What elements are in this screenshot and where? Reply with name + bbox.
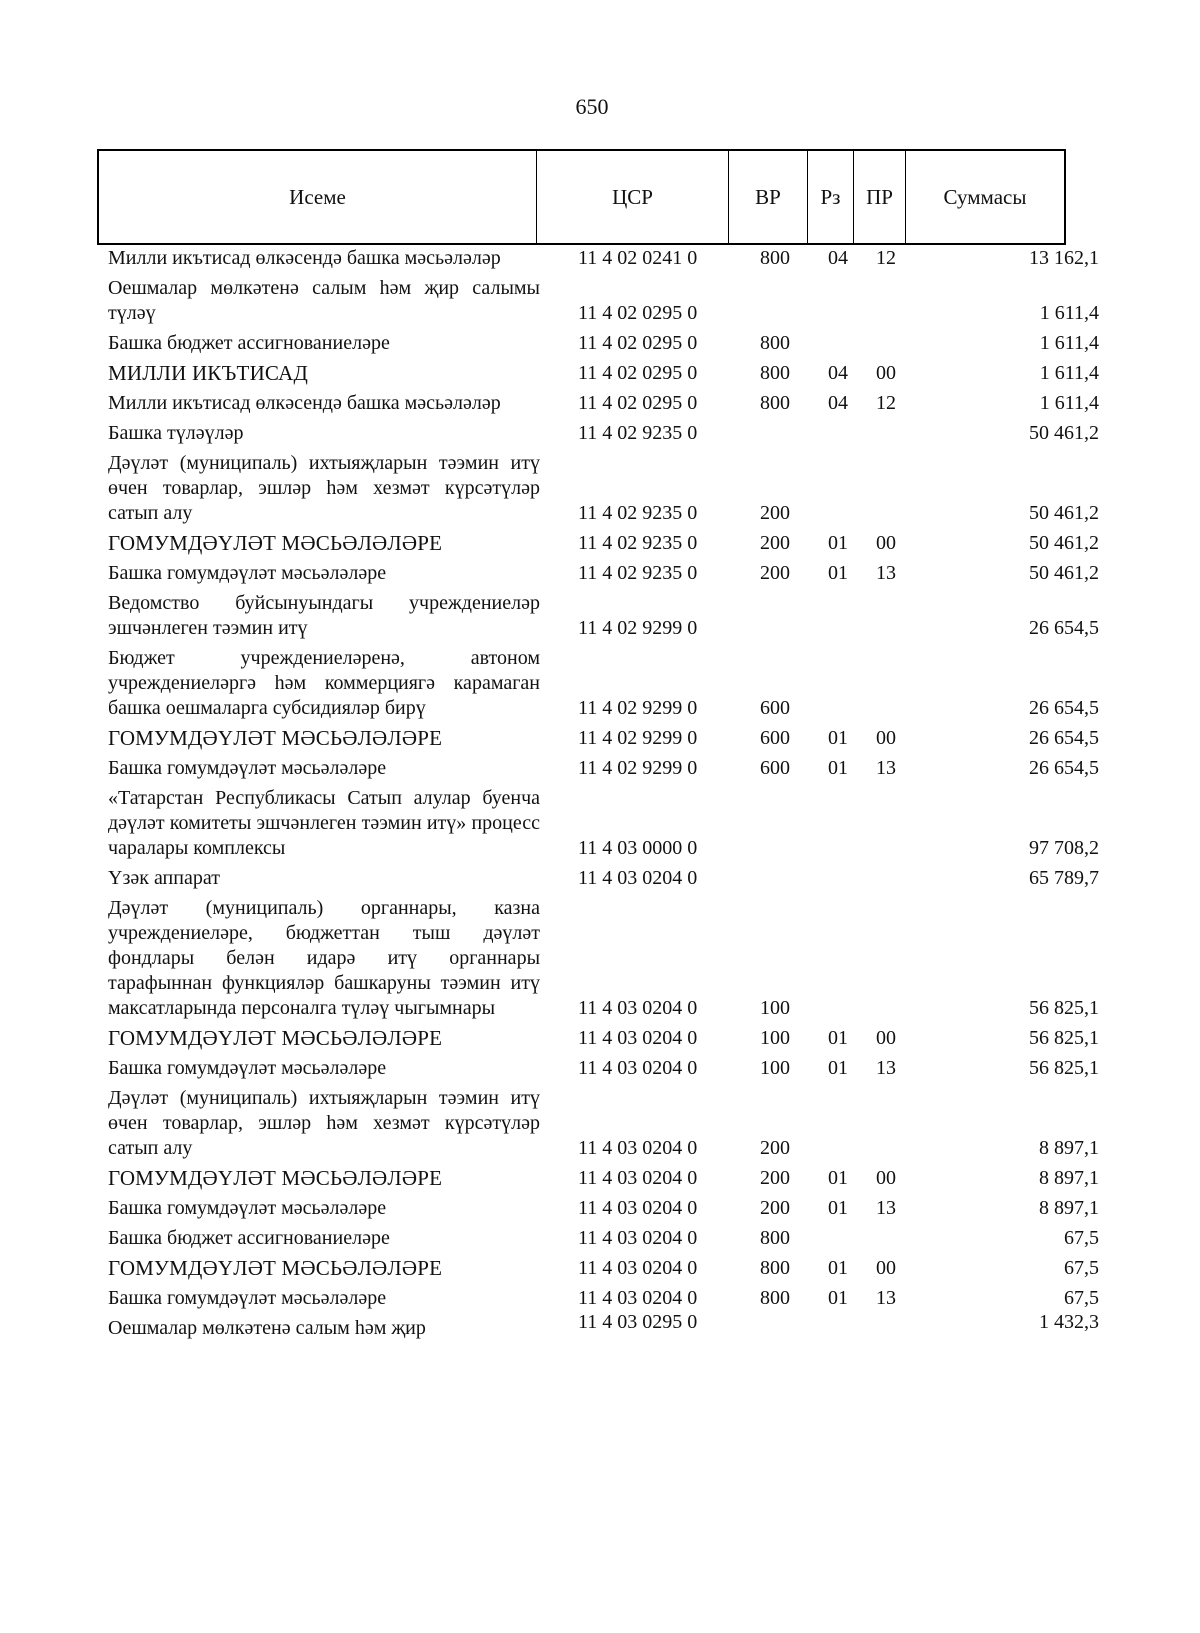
column-header-vr: ВР (729, 151, 808, 243)
table-row (0, 1086, 1200, 1161)
row-csr: 11 4 03 0000 0 (578, 837, 698, 859)
row-csr: 11 4 03 0204 0 (578, 1197, 698, 1219)
table-row (0, 451, 1200, 526)
table-row (0, 866, 1200, 891)
row-vr: 800 (760, 392, 790, 414)
row-vr: 800 (760, 247, 790, 269)
row-sum: 8 897,1 (1039, 1197, 1099, 1219)
row-name: ГОМУМДӘҮЛӘТ МӘСЬӘЛӘЛӘРЕ (108, 726, 443, 750)
row-rz: 04 (828, 362, 848, 384)
row-name: Үзәк аппарат (108, 867, 220, 889)
row-name: ГОМУМДӘҮЛӘТ МӘСЬӘЛӘЛӘРЕ (108, 531, 443, 555)
row-pr: 12 (876, 247, 896, 269)
row-rz: 01 (828, 727, 848, 749)
row-csr: 11 4 02 9299 0 (578, 617, 698, 639)
row-rz: 01 (828, 1287, 848, 1309)
table-row (0, 756, 1200, 781)
row-sum: 26 654,5 (1029, 757, 1099, 779)
row-vr: 200 (760, 562, 790, 584)
row-vr: 200 (760, 1167, 790, 1189)
row-csr: 11 4 02 0295 0 (578, 392, 698, 414)
table-row (0, 591, 1200, 641)
row-sum: 50 461,2 (1029, 502, 1099, 524)
row-pr: 00 (876, 1167, 896, 1189)
row-name: Башка бюджет ассигнованиеләре (108, 1227, 390, 1249)
row-name: Башка гомумдәүләт мәсьәләләре (108, 757, 387, 779)
row-csr: 11 4 02 0295 0 (578, 302, 698, 324)
table-header (97, 149, 1066, 245)
row-sum: 56 825,1 (1029, 1027, 1099, 1049)
row-csr: 11 4 02 9299 0 (578, 697, 698, 719)
row-pr: 13 (876, 1057, 896, 1079)
table-row (0, 361, 1200, 386)
row-rz: 01 (828, 532, 848, 554)
row-name: Башка гомумдәүләт мәсьәләләре (108, 1057, 387, 1079)
row-csr: 11 4 02 9235 0 (578, 502, 698, 524)
table-row (0, 1196, 1200, 1221)
row-name: ГОМУМДӘҮЛӘТ МӘСЬӘЛӘЛӘРЕ (108, 1256, 443, 1280)
row-csr: 11 4 03 0204 0 (578, 1137, 698, 1159)
table-body (0, 246, 1200, 1341)
row-name: «Татарстан Республикасы Сатып алулар буенча дәүләт комитеты эшчәнлеген тәэмин итү» процесс чаралары комплексы (108, 787, 540, 859)
table-row (0, 1256, 1200, 1281)
row-name: Башка бюджет ассигнованиеләре (108, 332, 390, 354)
row-csr: 11 4 03 0204 0 (578, 867, 698, 889)
row-name: Милли икътисад өлкәсендә башка мәсьәләләр (108, 392, 501, 414)
row-vr: 800 (760, 1287, 790, 1309)
row-name: Башка түләүләр (108, 422, 244, 444)
row-name: Дәүләт (муниципаль) органнары, казна учреждениеләре, бюджеттан тыш дәүләт фондлары белән идарә итү органнары тарафыннан функцияләр башкаруны тәэмин итү максатларында персоналга түләү чыгымнары (108, 897, 540, 1019)
row-pr: 13 (876, 1197, 896, 1219)
table-row (0, 531, 1200, 556)
row-vr: 200 (760, 502, 790, 524)
row-rz: 01 (828, 1167, 848, 1189)
row-pr: 00 (876, 532, 896, 554)
table-row (0, 1166, 1200, 1191)
row-sum: 8 897,1 (1039, 1167, 1099, 1189)
row-pr: 00 (876, 362, 896, 384)
row-vr: 200 (760, 1137, 790, 1159)
row-sum: 50 461,2 (1029, 532, 1099, 554)
row-rz: 01 (828, 1197, 848, 1219)
table-row (0, 391, 1200, 416)
row-vr: 100 (760, 1027, 790, 1049)
row-rz: 04 (828, 247, 848, 269)
row-csr: 11 4 03 0295 0 (578, 1311, 698, 1333)
row-rz: 01 (828, 757, 848, 779)
row-csr: 11 4 02 9235 0 (578, 532, 698, 554)
row-name: МИЛЛИ ИКЪТИСАД (108, 361, 308, 385)
row-sum: 67,5 (1064, 1227, 1099, 1249)
row-csr: 11 4 03 0204 0 (578, 1257, 698, 1279)
row-rz: 01 (828, 1257, 848, 1279)
table-row (0, 276, 1200, 326)
row-sum: 1 611,4 (1039, 392, 1099, 414)
row-sum: 1 432,3 (1039, 1311, 1099, 1333)
row-name: Бюджет учреждениеләренә, автоном учреждениеләргә һәм коммерциягә карамаган башка оешмаларга субсидияләр бирү (108, 647, 540, 719)
column-header-rz: Рз (808, 151, 854, 243)
row-pr: 13 (876, 1287, 896, 1309)
table-row (0, 786, 1200, 861)
row-name: ГОМУМДӘҮЛӘТ МӘСЬӘЛӘЛӘРЕ (108, 1026, 443, 1050)
table-row (0, 421, 1200, 446)
row-sum: 67,5 (1064, 1257, 1099, 1279)
row-rz: 04 (828, 392, 848, 414)
table-row (0, 1286, 1200, 1311)
row-sum: 1 611,4 (1039, 332, 1099, 354)
row-vr: 200 (760, 532, 790, 554)
page-number: 650 (575, 94, 609, 119)
column-header-csr: ЦСР (537, 151, 729, 243)
row-csr: 11 4 02 9235 0 (578, 422, 698, 444)
row-csr: 11 4 02 0295 0 (578, 332, 698, 354)
table-row (0, 1026, 1200, 1051)
row-name: Милли икътисад өлкәсендә башка мәсьәләләр (108, 247, 501, 269)
row-csr: 11 4 02 0241 0 (578, 247, 698, 269)
row-csr: 11 4 02 9299 0 (578, 727, 698, 749)
table-row (0, 1311, 1200, 1341)
table-row (0, 896, 1200, 1021)
row-csr: 11 4 03 0204 0 (578, 1227, 698, 1249)
row-pr: 00 (876, 727, 896, 749)
row-sum: 26 654,5 (1029, 617, 1099, 639)
row-csr: 11 4 02 0295 0 (578, 362, 698, 384)
column-header-name: Исеме (99, 151, 537, 243)
row-csr: 11 4 03 0204 0 (578, 1167, 698, 1189)
row-pr: 00 (876, 1027, 896, 1049)
row-sum: 26 654,5 (1029, 727, 1099, 749)
table-row (0, 1056, 1200, 1081)
row-csr: 11 4 03 0204 0 (578, 997, 698, 1019)
row-rz: 01 (828, 1027, 848, 1049)
row-csr: 11 4 02 9299 0 (578, 757, 698, 779)
row-sum: 13 162,1 (1029, 247, 1099, 269)
row-sum: 65 789,7 (1029, 867, 1099, 889)
column-header-sum: Суммасы (943, 184, 1027, 209)
column-header-pr: ПР (854, 151, 906, 243)
row-sum: 50 461,2 (1029, 562, 1099, 584)
row-sum: 8 897,1 (1039, 1137, 1099, 1159)
row-vr: 800 (760, 362, 790, 384)
row-vr: 800 (760, 1227, 790, 1249)
row-sum: 67,5 (1064, 1287, 1099, 1309)
table-row (0, 561, 1200, 586)
row-pr: 13 (876, 757, 896, 779)
row-vr: 600 (760, 757, 790, 779)
row-pr: 12 (876, 392, 896, 414)
row-vr: 800 (760, 332, 790, 354)
row-vr: 200 (760, 1197, 790, 1219)
row-csr: 11 4 03 0204 0 (578, 1027, 698, 1049)
row-csr: 11 4 03 0204 0 (578, 1057, 698, 1079)
row-name: Башка гомумдәүләт мәсьәләләре (108, 562, 387, 584)
row-sum: 56 825,1 (1029, 1057, 1099, 1079)
row-sum: 97 708,2 (1029, 837, 1099, 859)
row-vr: 100 (760, 997, 790, 1019)
table-row (0, 726, 1200, 751)
row-rz: 01 (828, 1057, 848, 1079)
row-name: Дәүләт (муниципаль) ихтыяҗларын тәэмин итү өчен товарлар, эшләр һәм хезмәт күрсәтүләр сатып алу (108, 1087, 540, 1159)
row-vr: 100 (760, 1057, 790, 1079)
row-csr: 11 4 03 0204 0 (578, 1287, 698, 1309)
row-sum: 50 461,2 (1029, 422, 1099, 444)
row-pr: 13 (876, 562, 896, 584)
row-name: Дәүләт (муниципаль) ихтыяҗларын тәэмин итү өчен товарлар, эшләр һәм хезмәт күрсәтүләр сатып алу (108, 452, 540, 524)
row-sum: 26 654,5 (1029, 697, 1099, 719)
row-name: Оешмалар мөлкәтенә салым һәм җир (108, 1317, 426, 1339)
row-sum: 56 825,1 (1029, 997, 1099, 1019)
table-row (0, 1226, 1200, 1251)
row-sum: 1 611,4 (1039, 362, 1099, 384)
row-name: Оешмалар мөлкәтенә салым һәм җир салымы түләү (108, 277, 540, 324)
row-rz: 01 (828, 562, 848, 584)
row-pr: 00 (876, 1257, 896, 1279)
row-vr: 800 (760, 1257, 790, 1279)
row-name: Башка гомумдәүләт мәсьәләләре (108, 1197, 387, 1219)
row-vr: 600 (760, 727, 790, 749)
row-csr: 11 4 02 9235 0 (578, 562, 698, 584)
row-name: ГОМУМДӘҮЛӘТ МӘСЬӘЛӘЛӘРЕ (108, 1166, 443, 1190)
table-row (0, 331, 1200, 356)
table-row (0, 246, 1200, 271)
row-sum: 1 611,4 (1039, 302, 1099, 324)
row-name: Ведомство буйсынуындагы учреждениеләр эшчәнлеген тәэмин итү (108, 592, 540, 639)
row-name: Башка гомумдәүләт мәсьәләләре (108, 1287, 387, 1309)
table-row (0, 646, 1200, 721)
row-vr: 600 (760, 697, 790, 719)
